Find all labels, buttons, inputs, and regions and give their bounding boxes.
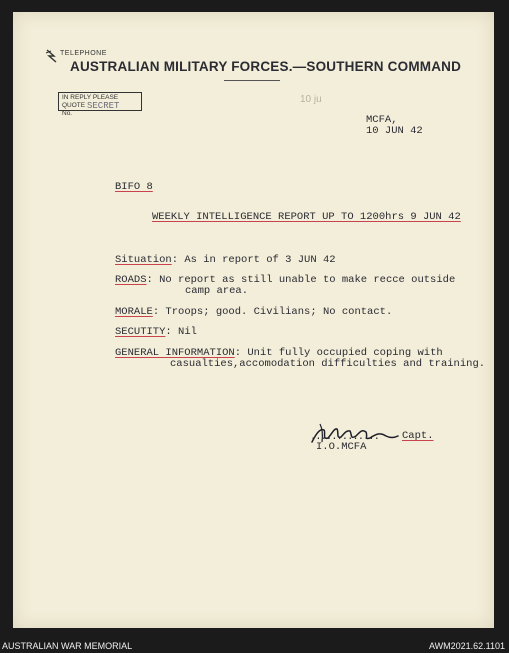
archive-credit: AUSTRALIAN WAR MEMORIAL <box>2 641 133 651</box>
letterhead-rule <box>224 80 280 81</box>
roads-label: ROADS <box>115 274 147 286</box>
security-entry <box>115 326 197 338</box>
letterhead-command: SOUTHERN COMMAND <box>306 59 462 74</box>
signature-title: I.O.MCFA <box>316 441 367 453</box>
morale-text: : Troops; good. Civilians; No contact. <box>152 306 393 318</box>
header-date: 10 JUN 42 <box>366 125 423 137</box>
roads-text-continued: camp area. <box>185 285 249 297</box>
report-title: WEEKLY INTELLIGENCE REPORT UP TO 1200hrs 9 JUN 42 <box>152 211 461 223</box>
general-info-text: : Unit fully occupied coping with <box>234 347 443 359</box>
situation-entry <box>115 254 336 266</box>
faint-mark: 10 ju <box>300 94 322 105</box>
letterhead-title <box>70 59 461 74</box>
security-label: SECUTITY <box>115 326 166 338</box>
security-text: : Nil <box>165 326 197 338</box>
roads-entry <box>115 274 455 286</box>
general-info-label: GENERAL INFORMATION <box>115 347 235 359</box>
morale-label: MORALE <box>115 306 153 318</box>
reference-number: BIFO 8 <box>115 181 153 193</box>
reply-quote-stamp: SECRET <box>87 101 120 111</box>
letterhead-separator: — <box>292 59 307 74</box>
letterhead-org: AUSTRALIAN MILITARY FORCES. <box>70 59 293 74</box>
reply-quote-line2: No. <box>62 110 73 117</box>
telephone-label: TELEPHONE <box>60 50 107 57</box>
signature-dots: ............. <box>310 431 379 443</box>
morale-entry <box>115 306 392 318</box>
general-info-text-continued: casualties,accomodation difficulties and training. <box>170 358 486 370</box>
header-date-block <box>366 115 423 137</box>
header-unit: MCFA, <box>366 114 398 126</box>
roads-text: : No report as still unable to make recce outside <box>146 274 456 286</box>
reply-quote-line1: IN REPLY PLEASE QUOTE <box>62 94 119 109</box>
archive-reference: AWM2021.62.1101 <box>428 641 505 651</box>
situation-label: Situation <box>115 254 172 266</box>
signature-rank: Capt. <box>402 430 434 442</box>
situation-text: : As in report of 3 JUN 42 <box>171 254 336 266</box>
